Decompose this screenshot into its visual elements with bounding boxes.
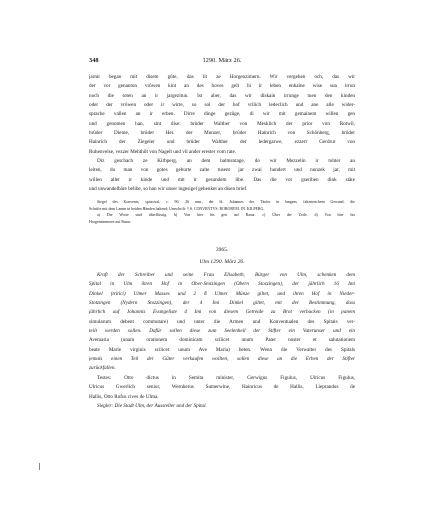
body-line: leiten, do man von gotes geburte zalte tusent jar zwai hundert und nunzek jar, mit	[89, 167, 355, 174]
regest-line: Spital in Ulm ihren Hof in Ober-Stotzingen (Obern Stozzingen), der jährlich 16 Imi	[89, 281, 355, 288]
witnesses	[89, 374, 355, 402]
running-title: 1290. März 26.	[202, 57, 242, 64]
margin-mark	[39, 463, 40, 470]
footnote-line: Schrifte mit dem Lamm in beiden Händen haltend; Umschrift: † S. CONVENTVS. ROBORVM. IN. KILPERG.	[89, 206, 265, 211]
page-header	[89, 57, 355, 67]
body-line: noch die toten an ir jargezitun. Ist aber, das wir diskain irrunge tuen den kinden	[89, 92, 355, 99]
regest-line: Kraft der Schreiber und seine Frau Elisabeth, Bürger von Ulm, schenken dem	[97, 272, 355, 278]
body-line: oder der vrôwen oder ir wirte, so sol der hof vrilich ledeclich und ane alle wider-	[89, 102, 355, 109]
regest	[89, 271, 355, 374]
regest-line: Dinkel (tritici) Ulmer Masses und 2 ß Ulmer Münze giltet, und ihren Hof in Nieder-	[89, 290, 355, 297]
body-line: sprache vallen an ir erben. Dirre dinge gezûge, di wir mit gemainem willen gen	[89, 111, 355, 118]
witness-line: Hallis, Otto Rufus cives de Ulma.	[89, 393, 159, 400]
regest-line: Avemaria (unam orationem dominicam scilicet unum Pater noster et salutationem	[89, 337, 355, 344]
regest-line: simularum debent commutare) und unter die Armen und Konventualen des Spitals ver-	[89, 318, 355, 325]
body-line: und genomen han, sint dise: brûder Walther von Mesklich der prior von Rotwil,	[89, 120, 355, 127]
body-line: Diz geschach ze Kirbperg, an dem balmsntage, do wir Mezzelin ir tohter au	[97, 158, 355, 165]
sealers-line: Siegler: Die Stadt Ulm, der Aussteller und der Spital.	[97, 403, 207, 409]
body-line: brûder Dieme, brûder Her. der Munzer, brûder Hainrich von Schônberg, brûder	[89, 130, 355, 137]
footnotes	[89, 199, 355, 225]
document-date: Ulm 1290. März 26.	[199, 259, 245, 265]
body-line: Ruhenvelse, vezzer Mehthilt von Nagelt und vil ander erester vom rate.	[89, 148, 237, 155]
witness-line: Testes: Otto dictus in Semita minister, Gerwigus Figulus, Ulricus Figulus,	[97, 375, 355, 381]
body-line: jarnit began mit disem gůte, das lit ze Horgenzimern. Wir vergehen och, das wir	[89, 74, 355, 80]
regest-line: zurückfallen.	[89, 365, 116, 372]
document-number: 3965.	[215, 247, 229, 253]
footnote-line: a) Die Worte sind überflüssig. b) Von hier bis gen auf Rasur. c) Über der Zeile. d) Von hier bis	[97, 213, 355, 218]
body-line: der vor genanton vrôwen kint an des hoves gelt bi ir leben enhaine wise sun irrun	[89, 83, 355, 90]
sealers	[89, 402, 355, 411]
body-line: Hainrich der Ziegeler und brûder Walther der ledergarwe, ezzerr Gerdrut von	[89, 139, 355, 146]
regest-line: jährlich auf Johannis Evangeliste 4 Imi von diesem Getreide zu Brot verbacken (in panem	[89, 309, 355, 316]
page-number: 348	[89, 57, 99, 64]
witness-line: Ulricus Gwerlich senior, Wernherus Sumerwine, Hainricus de Hallis, Lieprandus de	[89, 384, 355, 391]
charter-body	[89, 73, 355, 194]
footnote-line: Siegel des Konvents, spitzoval, c. 90, 26 mm., der hl. Johannes der Täufer in langem, faltenreichem Gewand, die	[97, 200, 355, 204]
body-line: und unwandelbäre belibe, so han wir unser ingesigel gehenket an disen brief.	[89, 186, 248, 193]
body-line: willen aller ir kinde und mit ir gesundem libe. Das die vor gseriben dink stäte	[89, 176, 355, 183]
regest-line: jemals einen Teil der Güter verkaufen wollten, sollen diese an die Erben der Stifter	[89, 356, 355, 363]
regest-line: Stotzingen (Nydern Stozzingen), der 4 Imi Dinkel giltet, mit der Bestimmung, dass	[89, 300, 355, 307]
regest-line: teilt werden sollen. Dafür sollen diese zum Seelenheil der Stifter ein Vaterunser und ein	[89, 328, 355, 335]
footnote-line: Horgenzimmern auf Rasur.	[89, 219, 132, 224]
regest-line: beate Marie virginis scilicet unum Ave Maria) beten. Wenn die Verwalter des Spitals	[89, 346, 355, 353]
